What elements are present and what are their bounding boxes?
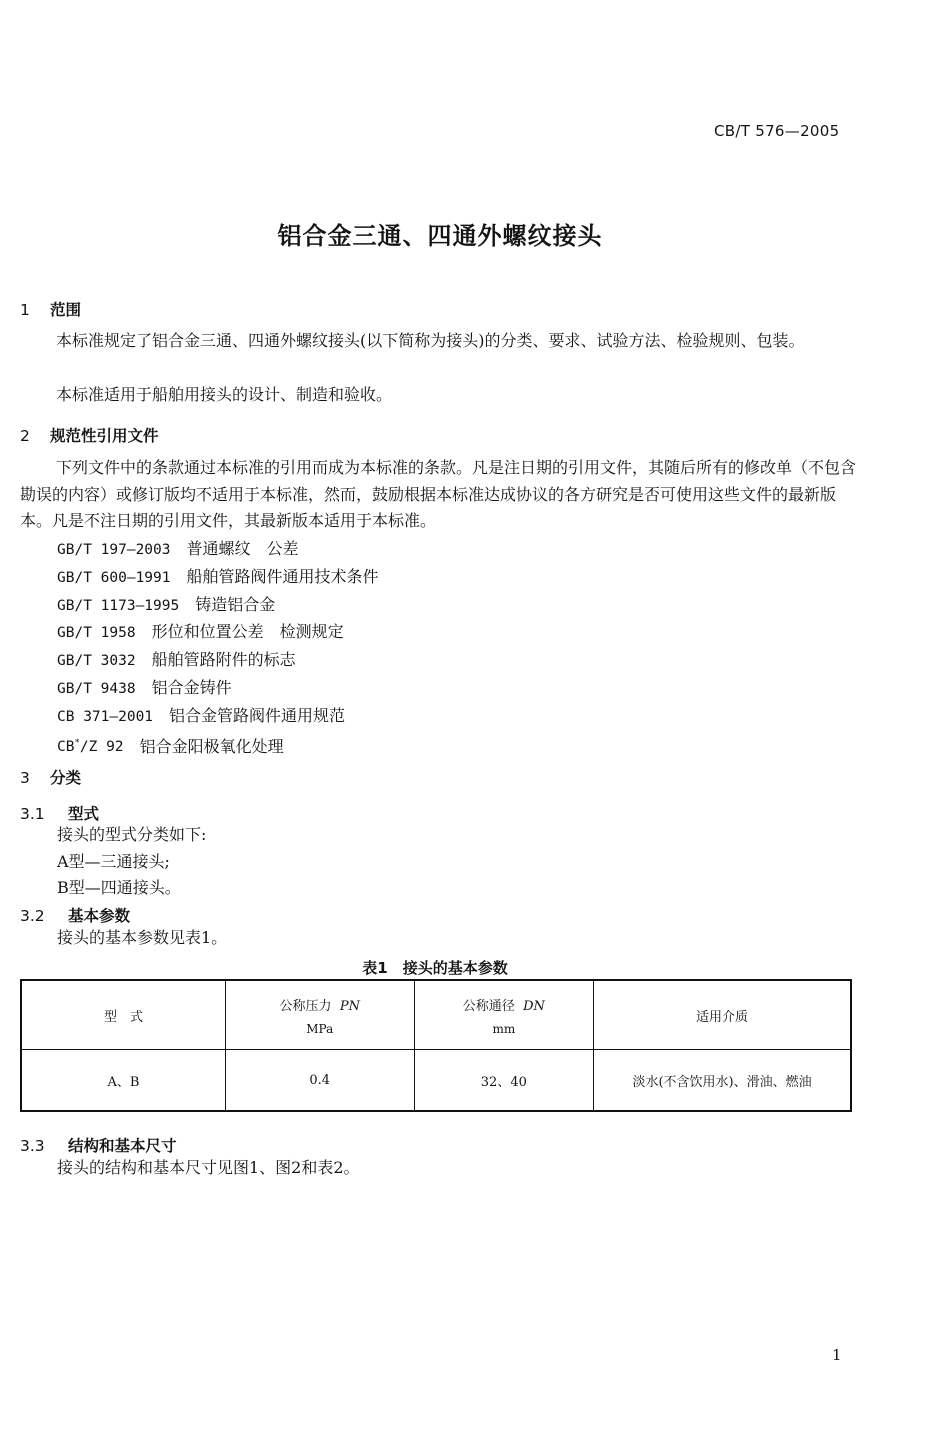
cell-pressure: 0.4 (225, 1050, 414, 1112)
table-header-row (21, 980, 851, 1050)
reference-item: GB/T 9438 铝合金铸件 (57, 677, 232, 697)
document-title: 铝合金三通、四通外螺纹接头 (277, 222, 603, 250)
reference-item: GB/T 1958 形位和位置公差 检测规定 (57, 622, 344, 642)
header-medium: 适用介质 (594, 980, 851, 1050)
type-b-item: B型—四通接头。 (57, 878, 181, 897)
table-1-caption: 表1 接头的基本参数 (362, 959, 508, 977)
cell-diameter: 32、40 (414, 1050, 594, 1112)
section-number: 3 (20, 769, 30, 787)
section-3-2-paragraph: 接头的基本参数见表1。 (57, 928, 228, 947)
section-number: 2 (20, 427, 30, 445)
reference-item: GB/T 600—1991 船舶管路阀件通用技术条件 (57, 566, 379, 586)
section-3-2-heading (20, 904, 130, 926)
section-3-1-heading (20, 802, 99, 824)
section-3-3-heading (20, 1134, 177, 1156)
section-3-1-intro: 接头的型式分类如下: (57, 825, 207, 844)
reference-item: GB/T 1173—1995 铸造铝合金 (57, 594, 276, 614)
table-row (21, 1050, 851, 1112)
reference-item: GB/T 3032 船舶管路附件的标志 (57, 650, 296, 670)
cell-type: A、B (21, 1050, 225, 1112)
header-type: 型 式 (21, 980, 225, 1050)
section-title: 型式 (68, 805, 100, 823)
standard-code: CB/T 576—2005 (714, 122, 840, 140)
section-title: 基本参数 (68, 907, 131, 925)
section-title: 分类 (50, 769, 82, 787)
section-1-heading (20, 298, 81, 320)
reference-item: CB*/Z 92 铝合金阳极氧化处理 (57, 736, 284, 756)
section-1-paragraph-2: 本标准适用于船舶用接头的设计、制造和验收。 (56, 385, 393, 404)
reference-item: GB/T 197—2003 普通螺纹 公差 (57, 539, 299, 558)
section-3-3-paragraph: 接头的结构和基本尺寸见图1、图2和表2。 (57, 1158, 360, 1177)
header-nominal-pressure: 公称压力 PN MPa (225, 980, 414, 1050)
table-1 (20, 979, 852, 1112)
section-title: 结构和基本尺寸 (68, 1137, 177, 1155)
reference-item: CB 371—2001 铝合金管路阀件通用规范 (57, 705, 346, 725)
reference-list (57, 536, 379, 761)
section-1-paragraph-1: 本标准规定了铝合金三通、四通外螺纹接头(以下简称为接头)的分类、要求、试验方法、检验规则、包装。 (56, 331, 805, 350)
header-nominal-diameter: 公称通径 DN mm (414, 980, 594, 1050)
section-2-paragraph-1: 下列文件中的条款通过本标准的引用而成为本标准的条款。凡是注日期的引用文件，其随后所有的修改单（不包含勘误的内容）或修订版均不适用于本标准，然而，鼓励根据本标准达成协议的各方研究是否可使用这些文件的最新版本。凡是不注日期的引用文件，其最新版本适用于本标准。 (20, 458, 857, 530)
section-title: 范围 (50, 301, 82, 319)
section-title: 规范性引用文件 (50, 427, 159, 445)
type-a-item: A型—三通接头; (57, 851, 170, 871)
page-number: 1 (832, 1346, 842, 1364)
cell-medium: 淡水(不含饮用水)、滑油、燃油 (594, 1050, 851, 1112)
section-number: 3.1 (20, 805, 45, 823)
section-number: 1 (20, 301, 30, 319)
section-2-heading (20, 424, 159, 446)
section-3-heading (20, 766, 81, 788)
section-number: 3.2 (20, 907, 45, 925)
section-number: 3.3 (20, 1137, 45, 1155)
section-3-1-body (57, 822, 206, 902)
